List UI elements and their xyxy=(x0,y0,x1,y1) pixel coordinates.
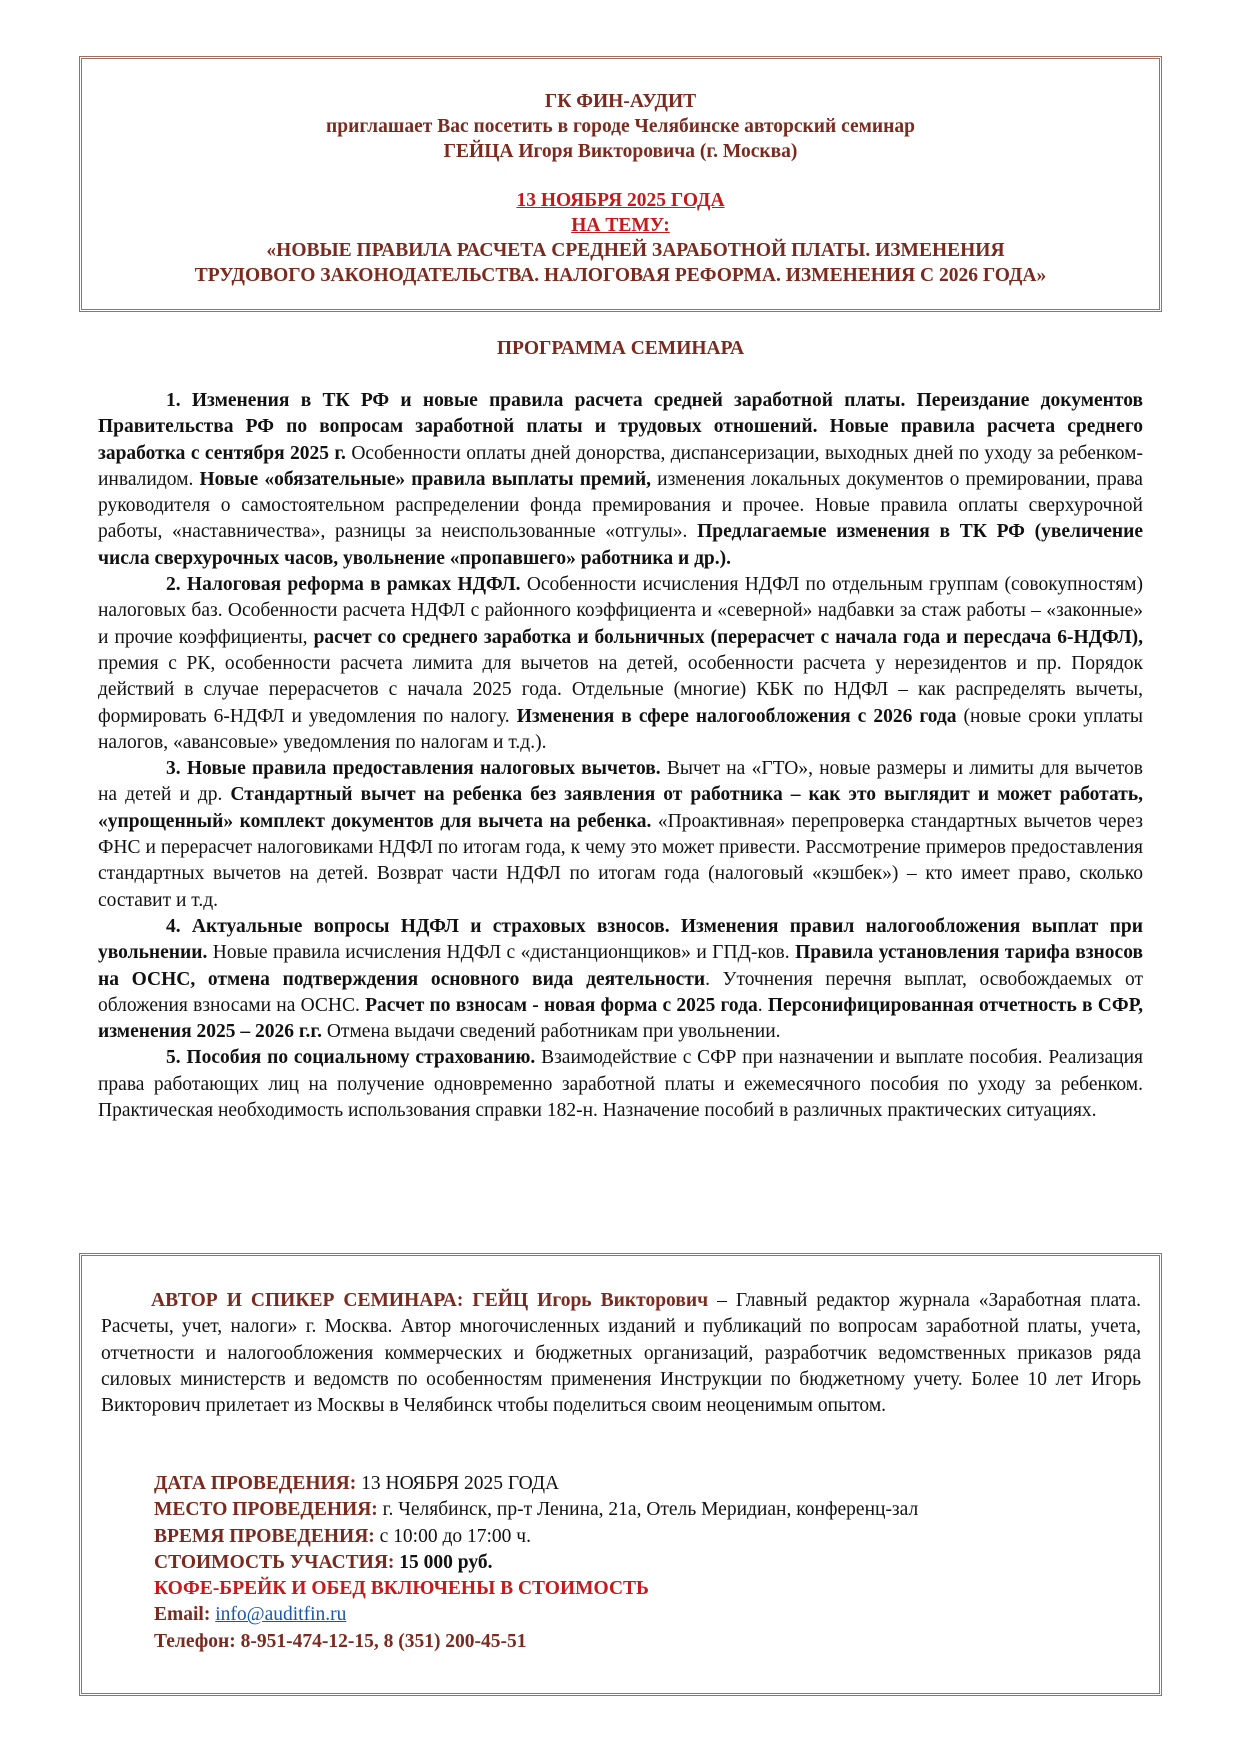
header-box xyxy=(79,56,1162,312)
item-2-text: Особенности исчисления НДФЛ по отдельным группам (совокупностям) налоговых баз. Особенности расчета НДФЛ с районного коэффициента и «северной» надбавки за стаж работы – «законные» и прочие коэффициенты, xyxy=(98,574,1143,648)
program-item-3 xyxy=(98,756,1143,914)
program-list xyxy=(98,388,1143,1124)
item-4-bold-2: Правила установления тарифа взносов на ОСНС, отмена подтверждения основного вида деятельности xyxy=(98,942,1143,990)
item-4-bold-4: Персонифицированная отчетность в СФР, изменения 2025 – 2026 г.г. xyxy=(98,994,1143,1043)
item-4-heading: 4. Актуальные вопросы НДФЛ и страховых взносов. Изменения правил налогообложения выплат при увольнении. xyxy=(98,915,1143,964)
item-5-heading: 5. Пособия по социальному страхованию. xyxy=(166,1047,536,1069)
invite-line: приглашает Вас посетить в городе Челябинске авторский семинар xyxy=(326,116,915,137)
detail-place xyxy=(154,1497,918,1523)
item-3-heading: 3. Новые правила предоставления налоговых вычетов. xyxy=(166,758,661,780)
time-value: с 10:00 до 17:00 ч. xyxy=(374,1525,531,1547)
item-3-text-2: «Проактивная» перепроверка стандартных вычетов через ФНС и перерасчет налоговиками НДФЛ по итогам года, к чему это может привести. Рассмотрение примеров предоставления стандартных вычетов на детей. Возврат части НДФЛ по итогам года (налоговый «кэшбек») – кто имеет право, сколько составит и т.д. xyxy=(98,810,1143,911)
item-1-text-2: изменения локальных документов о премировании, права руководителя о самостоятельном распределении фонда премирования и прочее. Новые правила оплаты сверхурочной работы, «наставничества», разницы за неиспользованные «отгулы». xyxy=(98,468,1143,543)
org-name: ГК ФИН-АУДИТ xyxy=(544,91,697,112)
program-item-2 xyxy=(98,572,1143,756)
item-4-text-3: . xyxy=(757,994,768,1016)
item-1-bold-2: Новые «обязательные» правила выплаты премий, xyxy=(199,468,652,490)
speaker-line: ГЕЙЦА Игоря Викторовича (г. Москва) xyxy=(443,141,798,162)
item-2-text-3: (новые сроки уплаты налогов, «авансовые» уведомления по налогам и т.д.). xyxy=(98,705,1143,753)
place-value: г. Челябинск, пр-т Ленина, 21а, Отель Меридиан, конференц-зал xyxy=(377,1499,919,1521)
date-label: ДАТА ПРОВЕДЕНИЯ: xyxy=(154,1473,357,1494)
item-2-heading: 2. Налоговая реформа в рамках НДФЛ. xyxy=(166,574,521,596)
place-label: МЕСТО ПРОВЕДЕНИЯ: xyxy=(154,1499,378,1521)
cost-value: 15 000 руб. xyxy=(394,1551,493,1573)
item-2-text-2: премия с РК, особенности расчета лимита для вычетов на детей, особенности расчета у нерезидентов и пр. Порядок действий в случае перерасчетов с начала 2025 года. Отдельные (многие) КБК по НДФЛ – как распределять вычеты, формировать 6-НДФЛ и уведомления по налогу. xyxy=(98,652,1143,727)
item-4-text-4: Отмена выдачи сведений работникам при увольнении. xyxy=(321,1021,781,1043)
author-bio: – Главный редактор журнала «Заработная плата. Расчеты, учет, налоги» г. Москва. Автор многочисленных изданий и публикаций по вопросам заработной платы, учета, отчетности и налогообложения коммерческих и бюджетных организаций, разработчик ведомственных приказов ряда силовых министерств и ведомств по особенностям применения Инструкции по бюджетному учету. Более 10 лет Игорь Викторович прилетает из Москвы в Челябинск чтобы поделиться своим неоценимым опытом. xyxy=(101,1290,1141,1417)
event-details xyxy=(154,1471,918,1655)
item-4-bold-3: Расчет по взносам - новая форма с 2025 года xyxy=(365,994,758,1016)
item-5-text: Взаимодействие с СФР при назначении и выплате пособия. Реализация права работающих лиц на получение одновременно заработной платы и ежемесячного пособия по уходу за ребенком. Практическая необходимость использования справки 182-н. Назначение пособий в различных практических ситуациях. xyxy=(98,1047,1143,1122)
time-label: ВРЕМЯ ПРОВЕДЕНИЯ: xyxy=(154,1525,375,1547)
email-link[interactable]: info@auditfin.ru xyxy=(215,1604,347,1626)
date-value: 13 НОЯБРЯ 2025 ГОДА xyxy=(356,1473,560,1494)
theme-line-2: ТРУДОВОГО ЗАКОНОДАТЕЛЬСТВА. НАЛОГОВАЯ РЕФОРМА. ИЗМЕНЕНИЯ С 2026 ГОДА» xyxy=(194,265,1047,286)
detail-date xyxy=(154,1471,918,1497)
program-item-1 xyxy=(98,388,1143,572)
item-1-text: Особенности оплаты дней донорства, диспансеризации, выходных дней по уходу за ребенком-инвалидом. xyxy=(98,442,1144,490)
item-4-text-2: . Уточнения перечня выплат, освобождаемых от обложения взносами на ОСНС. xyxy=(98,968,1143,1016)
item-1-heading: 1. Изменения в ТК РФ и новые правила расчета средней заработной платы. Переиздание документов Правительства РФ по вопросам заработной платы и трудовых отношений. Новые правила расчета среднего заработка с сентября 2025 г. xyxy=(98,390,1143,464)
detail-cost xyxy=(154,1550,918,1576)
author-label: АВТОР И СПИКЕР СЕМИНАРА: ГЕЙЦ Игорь Викторович xyxy=(151,1290,709,1311)
item-3-bold-2: Стандартный вычет на ребенка без заявления от работника – как это выглядит и может работать, «упрощенный» комплект документов для вычета на ребенка. xyxy=(98,784,1144,832)
detail-phone: Телефон: 8-951-474-12-15, 8 (351) 200-45-51 xyxy=(154,1630,527,1652)
program-item-5 xyxy=(98,1045,1143,1124)
item-4-text: Новые правила исчисления НДФЛ с «дистанционщиков» и ГПД-ков. xyxy=(207,942,796,964)
program-item-4 xyxy=(98,914,1143,1045)
author-paragraph xyxy=(101,1288,1141,1419)
theme-line-1: «НОВЫЕ ПРАВИЛА РАСЧЕТА СРЕДНЕЙ ЗАРАБОТНОЙ ПЛАТЫ. ИЗМЕНЕНИЯ xyxy=(266,240,1005,261)
item-1-bold-3: Предлагаемые изменения в ТК РФ (увеличение числа сверхурочных часов, увольнение «пропавшего» работника и др.). xyxy=(98,521,1143,569)
email-label: Email: xyxy=(154,1604,211,1626)
item-3-text: Вычет на «ГТО», новые размеры и лимиты для вычетов на детей и др. xyxy=(98,758,1143,806)
theme-label: НА ТЕМУ: xyxy=(571,215,670,236)
detail-time xyxy=(154,1524,918,1550)
detail-email xyxy=(154,1602,918,1628)
cost-label: СТОИМОСТЬ УЧАСТИЯ: xyxy=(154,1551,395,1573)
item-2-bold-2: расчет со среднего заработка и больничных (перерасчет с начала года и пересдача 6-НДФЛ), xyxy=(313,626,1143,648)
author-box xyxy=(79,1253,1162,1696)
coffee-note: КОФЕ-БРЕЙК И ОБЕД ВКЛЮЧЕНЫ В СТОИМОСТЬ xyxy=(154,1578,649,1600)
program-title: ПРОГРАММА СЕМИНАРА xyxy=(496,338,745,359)
item-2-bold-3: Изменения в сфере налогообложения с 2026 года xyxy=(516,705,957,727)
seminar-date: 13 НОЯБРЯ 2025 ГОДА xyxy=(516,190,725,211)
